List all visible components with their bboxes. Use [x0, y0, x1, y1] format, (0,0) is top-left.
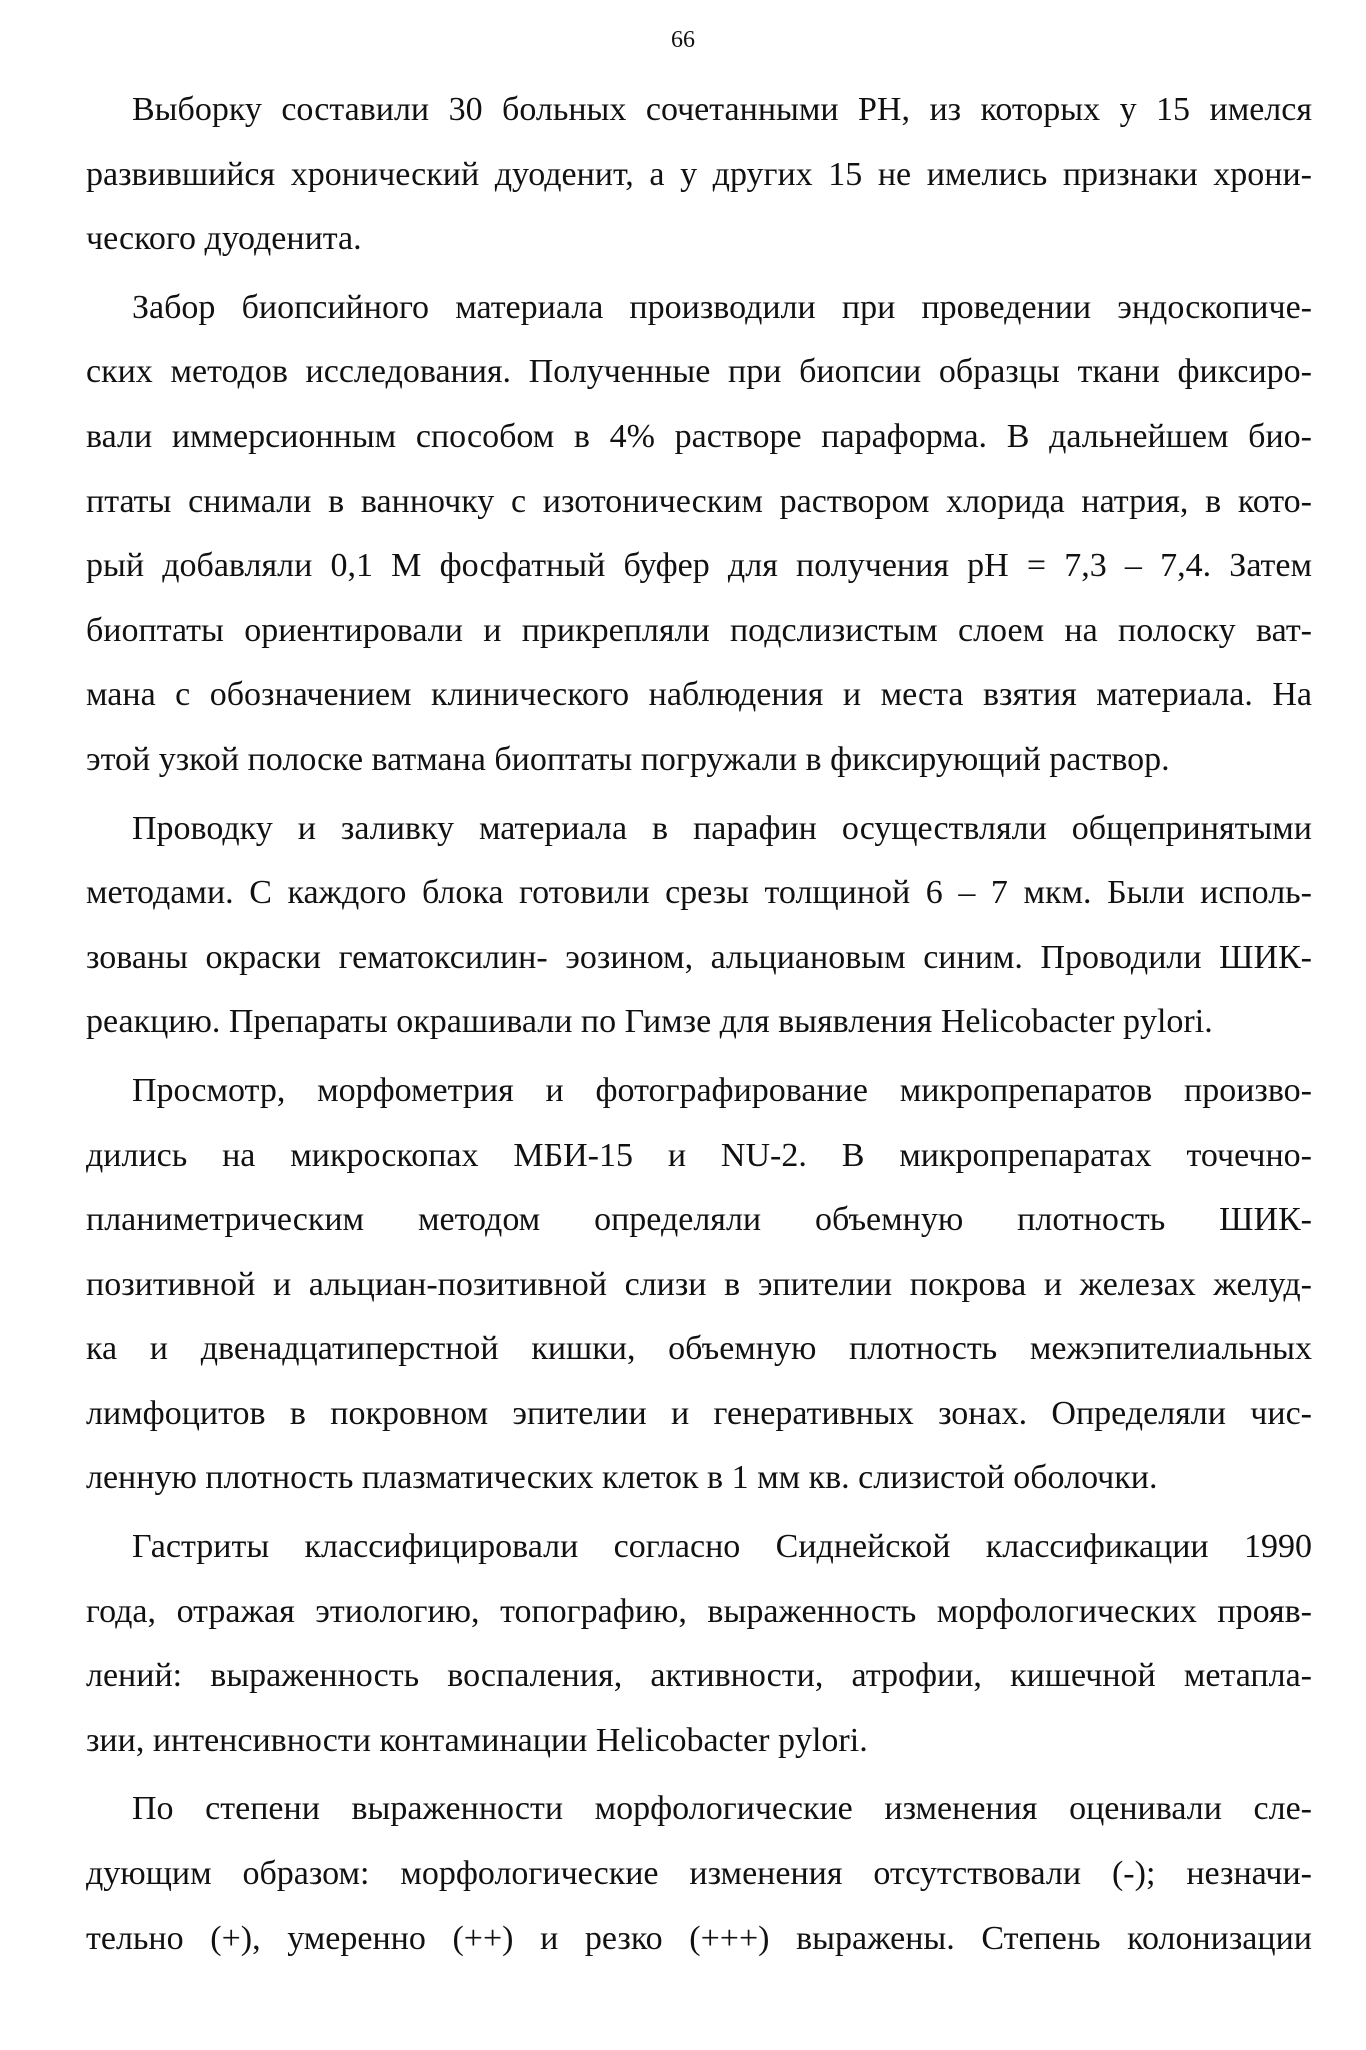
text-line: развившийся хронический дуоденит, а у других 15 не имелись признаки хрони- [86, 155, 1312, 193]
text-line: ленную плотность плазматических клеток в 1 мм кв. слизистой оболочки. [86, 1459, 1158, 1497]
text-line: лений: выраженность воспаления, активности, атрофии, кишечной метапла- [86, 1657, 1312, 1695]
paragraph [86, 1059, 1312, 1511]
text-line: дующим образом: морфологические изменения отсутствовали (-); незначи- [86, 1855, 1312, 1893]
text-line: Выборку составили 30 больных сочетанными РН, из которых у 15 имелся [132, 91, 1312, 128]
text-line: реакцию. Препараты окрашивали по Гимзе для выявления Helicobacter pylori. [86, 1003, 1213, 1041]
paragraph [86, 1777, 1312, 1971]
text-line: лимфоцитов в покровном эпителии и генеративных зонах. Определяли чис- [86, 1394, 1312, 1432]
paragraph [86, 797, 1312, 1055]
text-line: ских методов исследования. Полученные при биопсии образцы ткани фиксиро- [86, 353, 1312, 391]
text-line: биоптаты ориентировали и прикрепляли подслизистым слоем на полоску ват- [86, 611, 1312, 649]
text-line: птаты снимали в ванночку с изотоническим раствором хлорида натрия, в кото- [86, 482, 1312, 520]
text-line: По степени выраженности морфологические изменения оценивали сле- [132, 1790, 1312, 1828]
text-line: Проводку и заливку материала в парафин осуществляли общепринятыми [132, 809, 1312, 847]
text-line: Просмотр, морфометрия и фотографирование микропрепаратов произво- [132, 1071, 1312, 1109]
text-line: рый добавляли 0,1 М фосфатный буфер для получения рН = 7,3 – 7,4. Затем [86, 547, 1312, 585]
text-line: Гастриты классифицировали согласно Сиднейской классификации 1990 [132, 1528, 1312, 1566]
text-line: ка и двенадцатиперстной кишки, объемную плотность межэпителиальных [86, 1330, 1312, 1368]
text-line: вали иммерсионным способом в 4% растворе параформа. В дальнейшем био- [86, 417, 1312, 455]
text-line: мана с обозначением клинического наблюдения и места взятия материала. На [86, 676, 1312, 714]
text-line: Забор биопсийного материала производили при проведении эндоскопиче- [132, 288, 1312, 326]
text-line: года, отражая этиологию, топографию, выраженность морфологических прояв- [86, 1592, 1312, 1630]
text-line: зованы окраски гематоксилин- эозином, альциановым синим. Проводили ШИК- [86, 938, 1312, 976]
text-line: тельно (+), умеренно (++) и резко (+++) выражены. Степень колонизации [86, 1919, 1312, 1957]
paragraph [86, 78, 1312, 272]
text-line: этой узкой полоске ватмана биоптаты погружали в фиксирующий раствор. [86, 740, 1170, 778]
text-line: планиметрическим методом определяли объемную плотность ШИК- [86, 1201, 1312, 1239]
document-body [86, 78, 1312, 1971]
text-line: позитивной и альциан-позитивной слизи в эпителии покрова и железах желуд- [86, 1265, 1312, 1303]
text-line: зии, интенсивности контаминации Helicobacter pylori. [86, 1721, 868, 1759]
text-line: ческого дуоденита. [86, 220, 362, 258]
page-number: 66 [671, 27, 695, 53]
paragraph [86, 1515, 1312, 1773]
paragraph [86, 276, 1312, 793]
text-line: дились на микроскопах МБИ-15 и NU-2. В микропрепаратах точечно- [86, 1136, 1312, 1174]
text-line: методами. С каждого блока готовили срезы толщиной 6 – 7 мкм. Были исполь- [86, 874, 1312, 912]
